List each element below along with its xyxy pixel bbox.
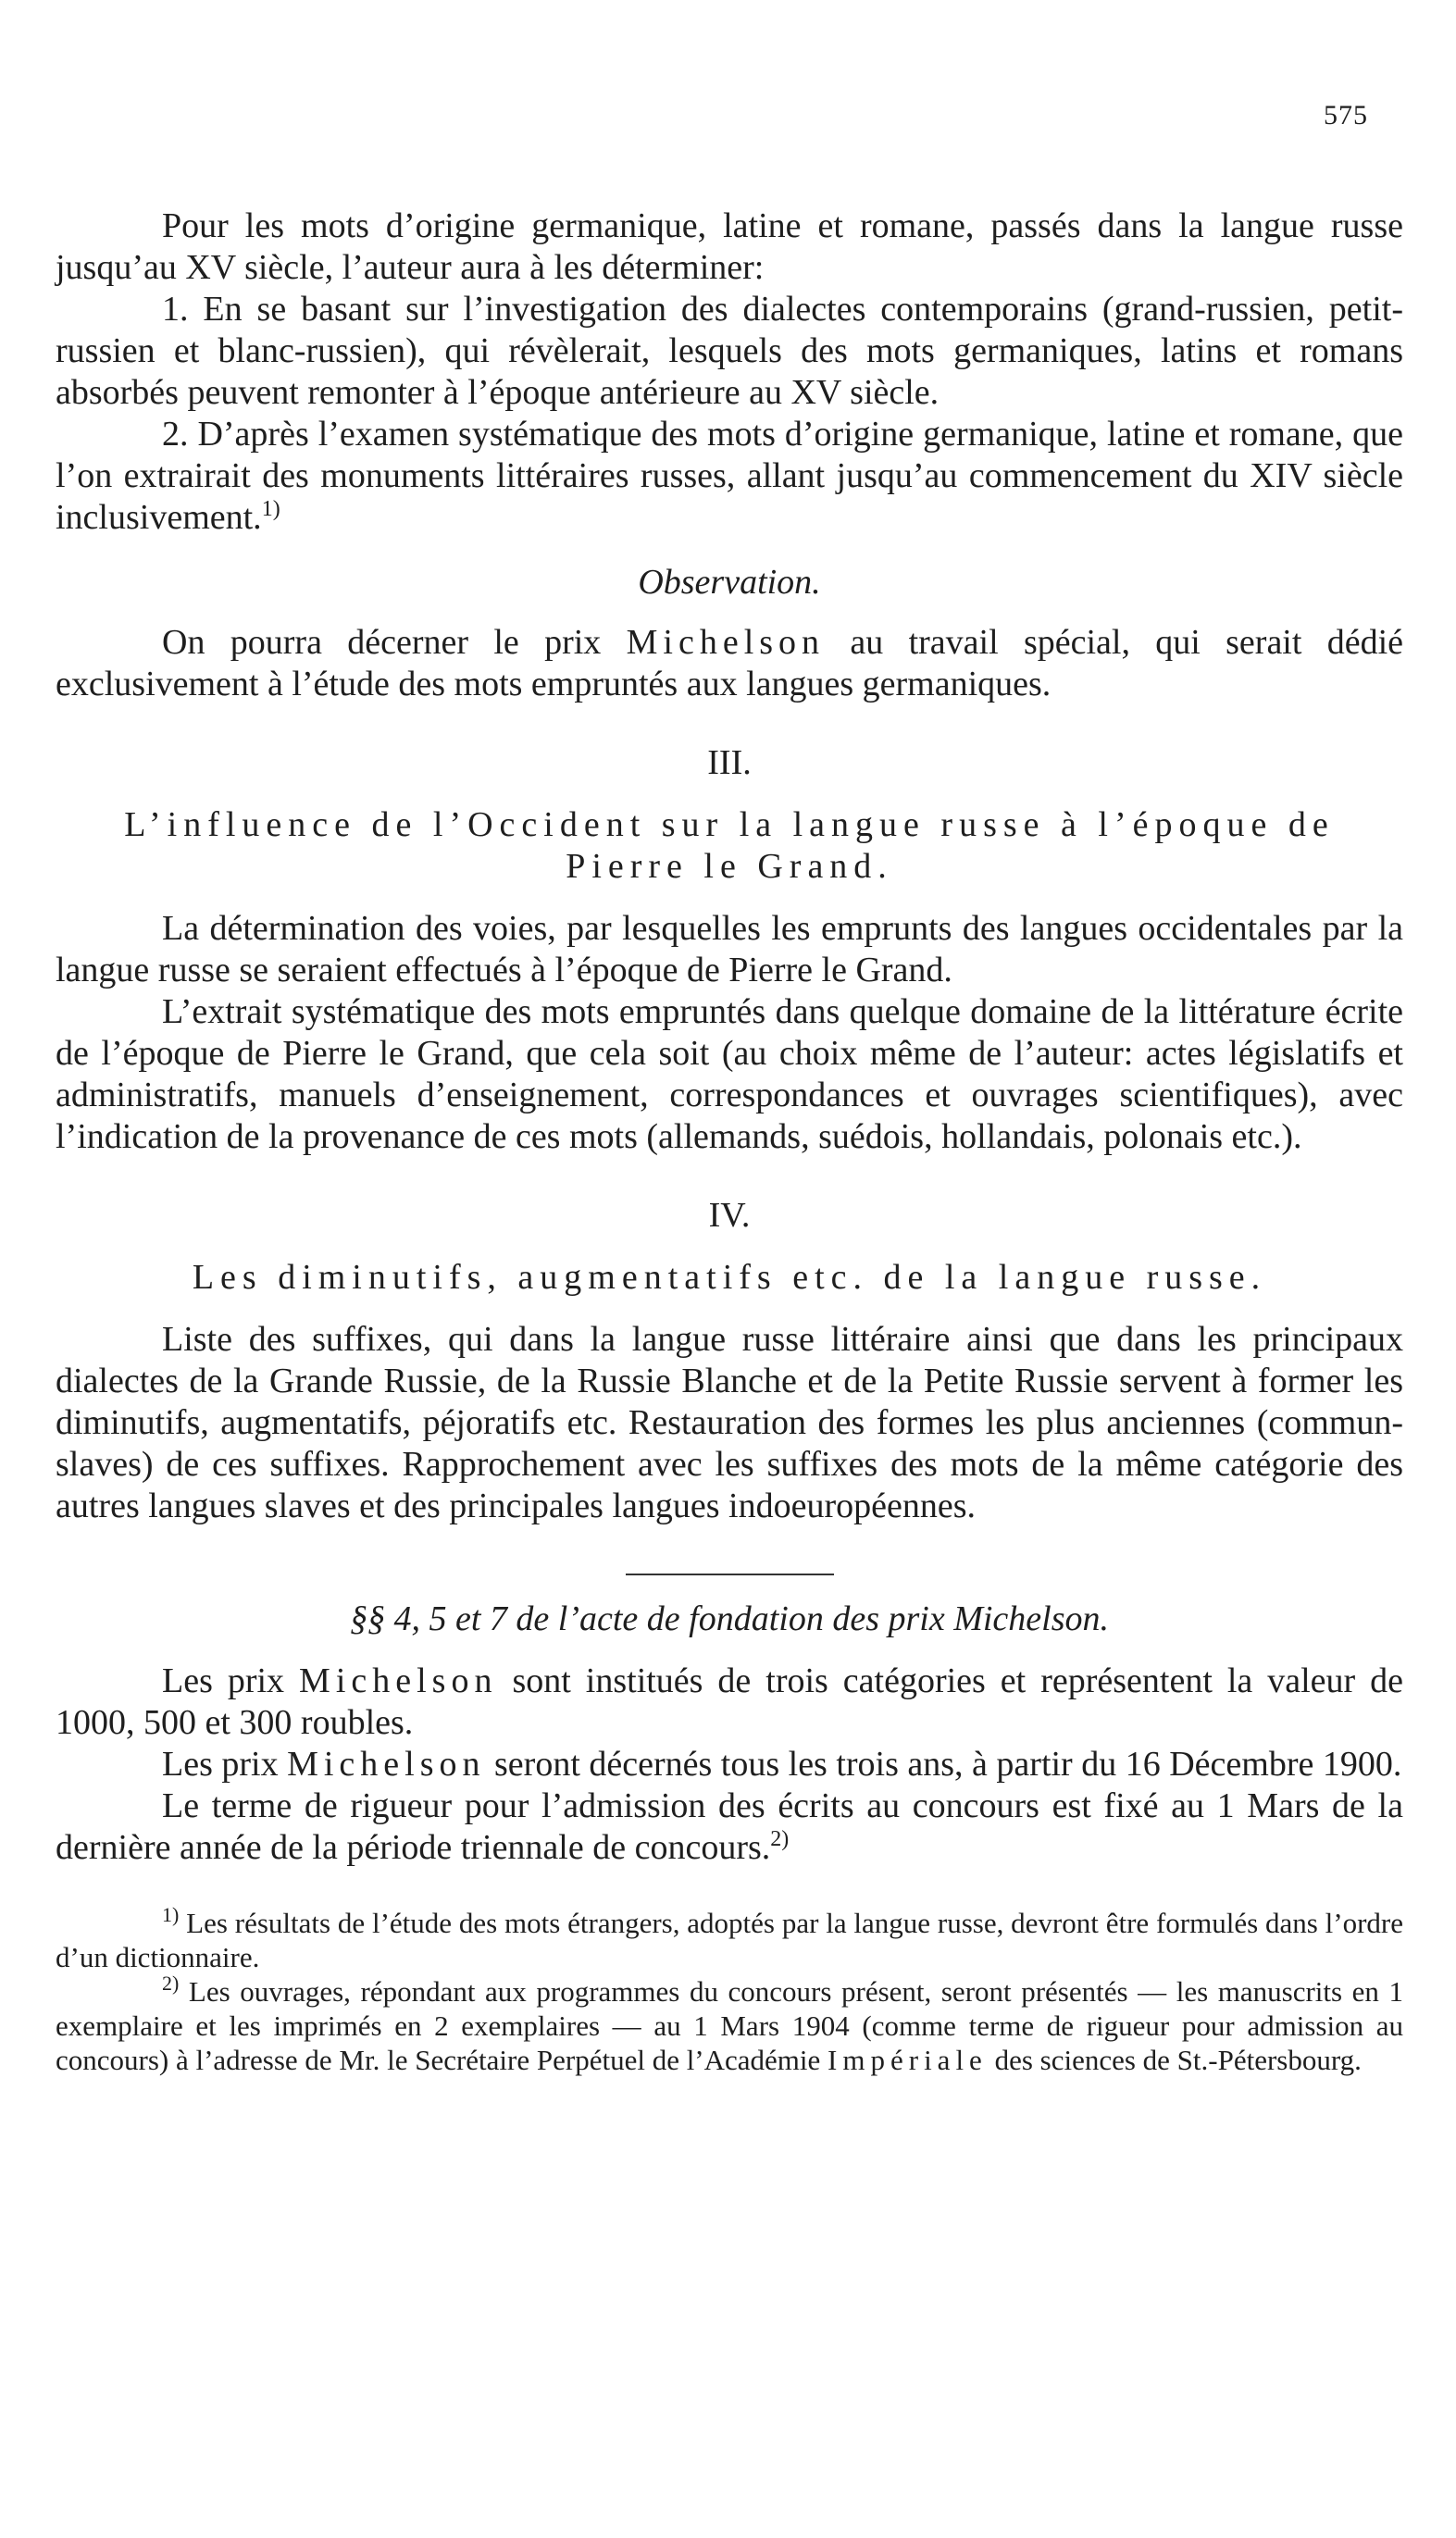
footnote-1-text: Les résultats de l’étude des mots étrangers, adoptés par la langue russe, devront être formulés dans l’ordre d’un dictionnaire.	[56, 1907, 1403, 1973]
founding-p1-after: sont institués de trois catégories et représentent la valeur de 1000, 500 et 300 roubles.	[56, 1661, 1404, 1742]
intro-paragraph: Pour les mots d’origine germanique, latine et romane, passés dans la langue russe jusqu’au XV siècle, l’auteur aura à les déterminer:	[56, 206, 1403, 287]
section-3-paragraph-2: L’extrait systématique des mots empruntés dans quelque domaine de la littérature écrite de l’époque de Pierre le Grand, que cela soit (au choix même de l’auteur: actes législatifs et administratifs, manuels d’enseignement, correspondances et ouvrages scientifiques), avec l’indication de la provenance de ces mots (allemands, suédois, hollandais, polonais etc.).	[56, 992, 1403, 1156]
founding-title: §§ 4, 5 et 7 de l’acte de fondation des prix Michelson.	[350, 1599, 1109, 1638]
section-3-number: III.	[707, 743, 752, 782]
footnote-2-text-before: Les ouvrages, répondant aux programmes du concours présent, seront présentés — les manuscrits en 1 exemplaire et les imprimés en 2 exemplaires — au 1 Mars 1904 (comme terme de rigueur pour admission au concours) à l’adresse de Mr. le Secrétaire Perpétuel de l’Académie	[56, 1975, 1403, 2076]
founding-p3-text: Le terme de rigueur pour l’admission des écrits au concours est fixé au 1 Mars de la dernière année de la période triennale de concours.	[56, 1786, 1403, 1867]
founding-p2-after: seront décernés tous les trois ans, à partir du 16 Décembre 1900.	[494, 1745, 1402, 1784]
footnote-1-mark: 1)	[162, 1903, 180, 1926]
section-3-paragraph-1: La détermination des voies, par lesquelles les emprunts des langues occidentales par la langue russe se seraient effectués à l’époque de Pierre le Grand.	[56, 909, 1403, 989]
observation-title: Observation.	[638, 563, 821, 602]
footnote-ref-2: 2)	[770, 1827, 790, 1851]
founding-p2-before: Les prix	[162, 1745, 279, 1784]
footnote-ref-1: 1)	[261, 497, 280, 521]
footnote-2	[56, 1974, 1403, 2077]
observation-text-before: On pourra décerner le prix	[162, 623, 602, 662]
page-number: 575	[1324, 100, 1368, 131]
section-4-title: Les diminutifs, augmentatifs etc. de la langue russe.	[192, 1258, 1267, 1297]
founding-paragraph-2	[56, 1744, 1403, 1785]
intro-item-2	[56, 414, 1403, 539]
section-4-number: IV.	[708, 1196, 751, 1235]
footnote-2-spaced: Impériale	[828, 2044, 988, 2076]
intro-item-2-text: 2. D’après l’examen systématique des mots d’origine germanique, latine et romane, que l’on extrairait des monuments littéraires russes, allant jusqu’au commencement du XIV siècle inclusivement.	[56, 415, 1403, 537]
divider	[626, 1574, 834, 1575]
section-3-title: L’influence de l’Occident sur la langue russe à l’époque de Pierre le Grand.	[124, 805, 1335, 886]
observation-text-after: au travail spécial, qui serait dédié exclusivement à l’étude des mots empruntés aux langues germaniques.	[56, 623, 1404, 703]
founding-paragraph-3	[56, 1785, 1403, 1869]
founding-p2-name: Michelson	[287, 1745, 486, 1784]
founding-p1-before: Les prix	[162, 1661, 285, 1700]
footnote-1	[56, 1903, 1403, 1974]
section-4-paragraph: Liste des suffixes, qui dans la langue russe littéraire ainsi que dans les principaux dialectes de la Grande Russie, de la Russie Blanche et de la Petite Russie servent à former les diminutifs, augmentatifs, péjoratifs etc. Restauration des formes les plus anciennes (commun-slaves) de ces suffixes. Rapprochement avec les suffixes des mots de la même catégorie des autres langues slaves et des principales langues indoeuropéennes.	[56, 1320, 1403, 1525]
observation-name: Michelson	[626, 623, 826, 662]
founding-p1-name: Michelson	[299, 1661, 498, 1700]
footnote-2-mark: 2)	[162, 1972, 180, 1995]
footnotes	[56, 1903, 1403, 2077]
footnote-2-text-after: des sciences de St.-Pétersbourg.	[994, 2044, 1362, 2076]
founding-paragraph-1	[56, 1661, 1403, 1744]
intro-item-1: 1. En se basant sur l’investigation des dialectes contemporains (grand-russien, petit-russien et blanc-russien), qui révèlerait, lesquels des mots germaniques, latins et romans absorbés peuvent remonter à l’époque antérieure au XV siècle.	[56, 290, 1403, 412]
observation-paragraph	[56, 622, 1403, 705]
body-text	[56, 205, 1403, 2077]
